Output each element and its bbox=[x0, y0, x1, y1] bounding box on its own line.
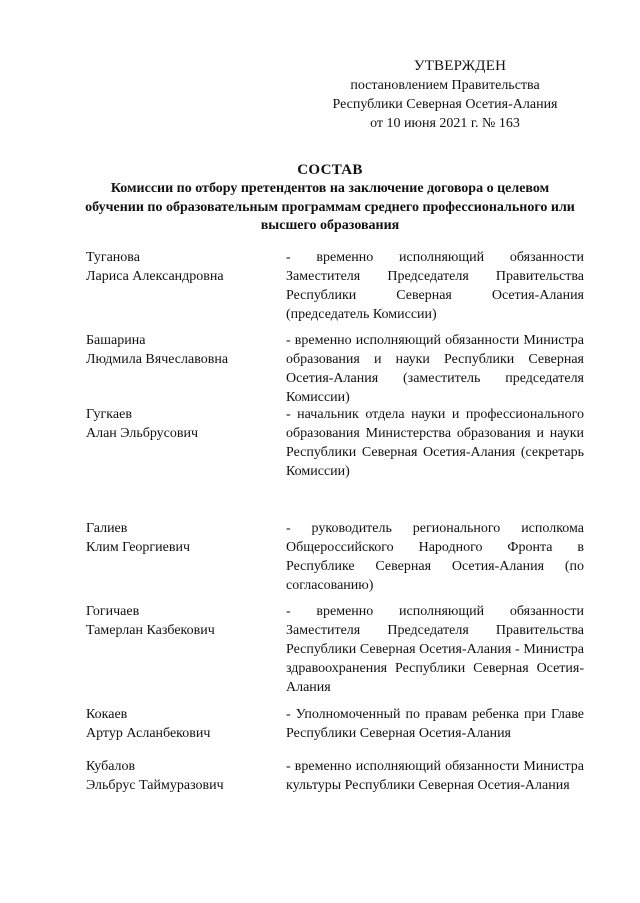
member-name bbox=[86, 757, 276, 795]
member-role: - начальник отдела науки и профессионального образования Министерства образования и науки Республики Северная Осетия-Алания (секретарь Комиссии) bbox=[286, 407, 584, 479]
member-name bbox=[86, 331, 276, 369]
document-title bbox=[80, 160, 580, 236]
member-name bbox=[86, 519, 276, 557]
title-sub: Комиссии по отбору претендентов на заключение договора о целевом обучении по образовательным программам среднего профессионального или высшего образования bbox=[85, 181, 575, 233]
member-given-names: Алан Эльбрусович bbox=[86, 426, 199, 441]
member-surname: Гугкаев bbox=[86, 407, 132, 422]
member-surname: Кокаев bbox=[86, 707, 128, 722]
member-given-names: Эльбрус Таймуразович bbox=[86, 778, 224, 793]
member-name bbox=[86, 602, 276, 640]
approval-heading: УТВЕРЖДЕН bbox=[413, 58, 507, 74]
member-role: - временно исполняющий обязанности Заместителя Председателя Правительства Республики Северная Осетия-Алания - Министра здравоохранения Республики Северная Осетия-Алания bbox=[286, 604, 584, 695]
member-surname: Галиев bbox=[86, 521, 128, 536]
member-role: - Уполномоченный по правам ребенка при Главе Республики Северная Осетия-Алания bbox=[286, 707, 584, 741]
member-role: - руководитель регионального исполкома Общероссийского Народного Фронта в Республике Северная Осетия-Алания (по согласованию) bbox=[286, 521, 584, 593]
member-role: - временно исполняющий обязанности Заместителя Председателя Правительства Республики Северная Осетия-Алания (председатель Комиссии) bbox=[286, 250, 584, 322]
member-given-names: Людмила Вячеславовна bbox=[86, 352, 229, 367]
approval-stamp bbox=[300, 57, 590, 133]
member-given-names: Тамерлан Казбекович bbox=[86, 623, 215, 638]
member-name bbox=[86, 248, 276, 286]
member-role: - временно исполняющий обязанности Министра образования и науки Республики Северная Осетия-Алания (заместитель председателя Комиссии) bbox=[286, 333, 584, 405]
member-given-names: Артур Асланбекович bbox=[86, 726, 211, 741]
title-main: СОСТАВ bbox=[297, 162, 363, 178]
member-given-names: Клим Георгиевич bbox=[86, 540, 191, 555]
approval-line-3: от 10 июня 2021 г. № 163 bbox=[370, 116, 520, 131]
approval-line-1: постановлением Правительства bbox=[350, 78, 540, 93]
approval-line-2: Республики Северная Осетия-Алания bbox=[332, 97, 558, 112]
member-name bbox=[86, 405, 276, 443]
member-surname: Гогичаев bbox=[86, 604, 140, 619]
member-surname: Башарина bbox=[86, 333, 146, 348]
member-role: - временно исполняющий обязанности Министра культуры Республики Северная Осетия-Алания bbox=[286, 759, 584, 793]
member-surname: Кубалов bbox=[86, 759, 136, 774]
member-name bbox=[86, 705, 276, 743]
member-surname: Туганова bbox=[86, 250, 140, 265]
member-given-names: Лариса Александровна bbox=[86, 269, 224, 284]
